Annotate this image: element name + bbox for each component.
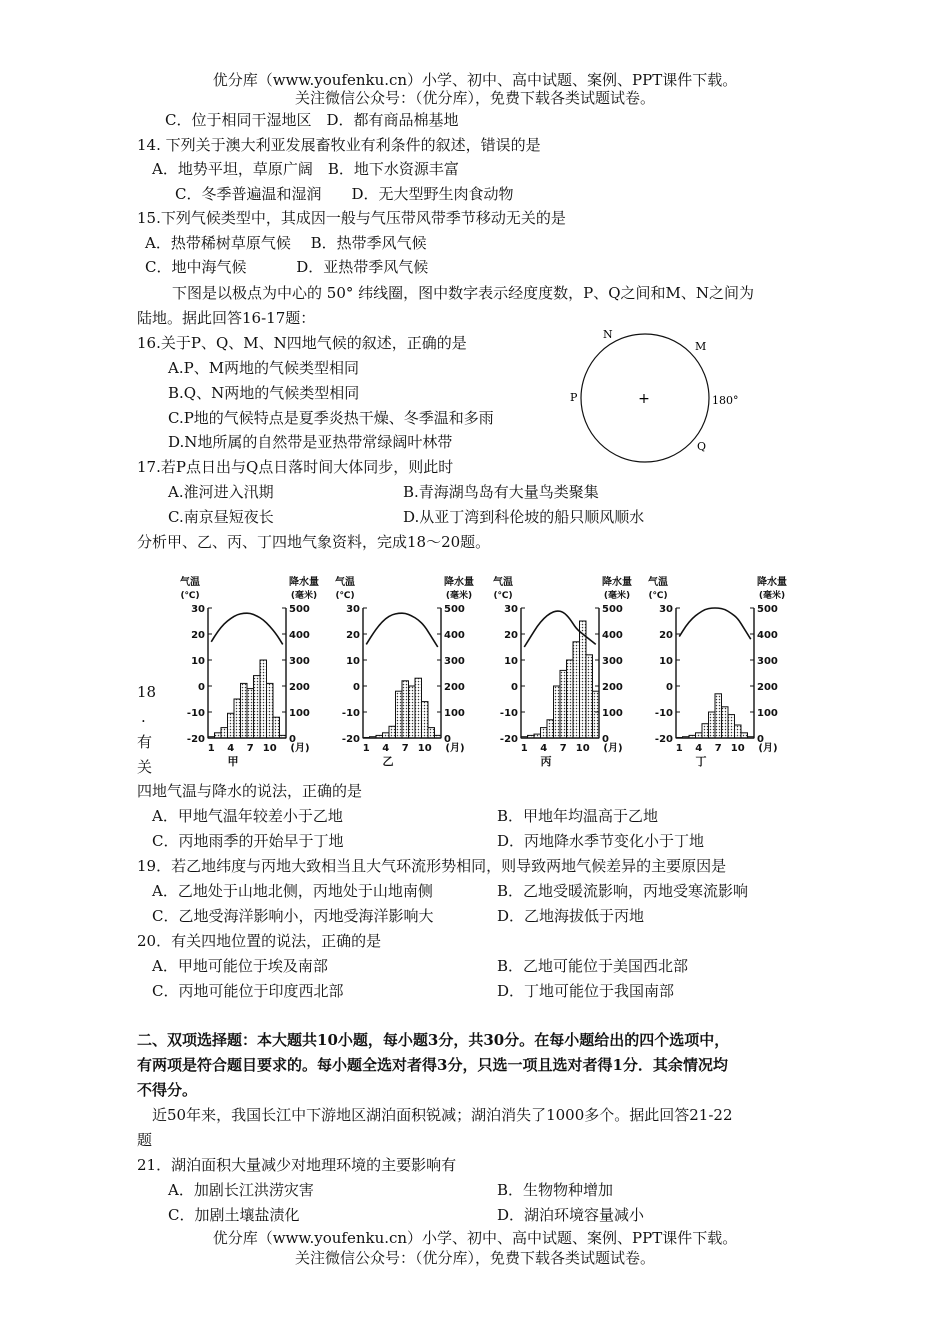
q16-stem: 16.关于P、Q、M、N四地气候的叙述，正确的是 <box>137 334 467 352</box>
intro-18-20: 分析甲、乙、丙、丁四地气象资料，完成18～20题。 <box>137 533 491 551</box>
longitude-180-label: 180° <box>712 394 739 407</box>
precip-tick-label: 500 <box>757 604 778 615</box>
q20-stem: 20．有关四地位置的说法，正确的是 <box>137 932 382 950</box>
q17-option-b: B.青海湖鸟岛有大量鸟类聚集 <box>403 483 599 501</box>
q19-option-a: A．乙地处于山地北侧，丙地处于山地南侧 <box>152 882 433 900</box>
temp-tick-label: 20 <box>346 630 360 641</box>
temp-tick-label: 10 <box>191 656 205 667</box>
q18-option-a: A．甲地气温年较差小于乙地 <box>152 807 343 825</box>
chart-title: 丙 <box>540 755 552 768</box>
intro-16-17-line-2: 陆地。据此回答16-17题： <box>137 309 316 327</box>
precip-tick-label: 200 <box>757 682 778 693</box>
month-tick-label: 10 <box>575 743 590 754</box>
month-tick-label: 1 <box>675 743 683 754</box>
precip-tick-label: 100 <box>444 708 465 719</box>
pole-center-mark: + <box>638 391 650 407</box>
precip-bar <box>554 686 561 738</box>
point-q-label: Q <box>697 440 707 453</box>
q18-dot: . <box>141 708 146 726</box>
q15-options-ab: A．热带稀树草原气候 B．热带季风气候 <box>145 234 427 252</box>
q17-option-d: D.从亚丁湾到科伦坡的船只顺风顺水 <box>403 508 645 526</box>
climate-chart-4 <box>640 572 790 772</box>
precip-tick-label: 400 <box>757 630 778 641</box>
precip-bar <box>215 733 222 738</box>
precip-bar <box>234 699 241 738</box>
precip-tick-label: 0 <box>289 734 296 745</box>
precip-tick-label: 100 <box>602 708 623 719</box>
precip-axis-title: 降水量 <box>757 577 787 588</box>
precip-bar <box>383 733 390 738</box>
q21-option-c: C．加剧土壤盐渍化 <box>168 1206 300 1224</box>
temp-axis-unit: (℃) <box>335 591 355 601</box>
temp-tick-label: -10 <box>186 708 205 719</box>
precip-axis-unit: (毫米) <box>290 591 318 601</box>
precip-tick-label: 400 <box>289 630 310 641</box>
precip-bar <box>715 694 722 738</box>
precip-bar <box>735 725 742 738</box>
temp-axis-title: 气温 <box>180 577 200 588</box>
q16-option-b: B.Q、N两地的气候类型相同 <box>168 384 360 402</box>
month-tick-label: (月) <box>445 743 465 754</box>
precip-bar <box>267 683 274 738</box>
precip-tick-label: 200 <box>444 682 465 693</box>
temp-tick-label: 0 <box>353 682 360 693</box>
month-tick-label: 10 <box>262 743 277 754</box>
precip-bar <box>415 678 422 738</box>
precip-bar <box>260 660 267 738</box>
intro-21-22-line-2: 题 <box>137 1131 153 1149</box>
climate-chart-2 <box>327 572 477 772</box>
temp-tick-label: 0 <box>666 682 673 693</box>
precip-bar <box>567 660 574 738</box>
month-tick-label: 10 <box>730 743 745 754</box>
precip-bar <box>722 707 729 738</box>
section-2-line-2: 有两项是符合题目要求的。每小题全选对者得3分，只选一项且选对者得1分．其余情况均 <box>137 1056 728 1074</box>
month-tick-label: 4 <box>540 743 548 754</box>
precip-bar <box>241 683 248 738</box>
precip-axis-title: 降水量 <box>289 577 319 588</box>
precip-bar <box>221 728 228 738</box>
chart-title: 丁 <box>695 755 707 768</box>
precip-bar <box>428 728 435 738</box>
precip-bar <box>586 655 593 738</box>
climate-chart-3 <box>485 572 635 772</box>
month-tick-label: 7 <box>714 743 722 754</box>
precip-tick-label: 300 <box>444 656 465 667</box>
section-2-line-3: 不得分。 <box>137 1081 198 1099</box>
precip-bar <box>541 728 548 738</box>
precip-bar <box>696 733 703 738</box>
q19-option-c: C．乙地受海洋影响小，丙地受海洋影响大 <box>152 907 434 925</box>
precip-tick-label: 200 <box>289 682 310 693</box>
temp-tick-label: -20 <box>341 734 360 745</box>
temp-tick-label: -20 <box>654 734 673 745</box>
precip-tick-label: 500 <box>444 604 465 615</box>
month-tick-label: 4 <box>227 743 235 754</box>
q18-option-b: B．甲地年均温高于乙地 <box>497 807 659 825</box>
temp-tick-label: 10 <box>346 656 360 667</box>
month-tick-label: 1 <box>207 743 215 754</box>
precip-axis-unit: (毫米) <box>603 591 631 601</box>
temp-axis-title: 气温 <box>335 577 355 588</box>
temp-tick-label: 20 <box>504 630 518 641</box>
temp-tick-label: 0 <box>198 682 205 693</box>
q21-stem: 21．湖泊面积大量减少对地理环境的主要影响有 <box>137 1156 457 1174</box>
precip-bar <box>741 733 748 738</box>
chart-title: 乙 <box>382 755 394 768</box>
temp-tick-label: 10 <box>504 656 518 667</box>
temp-axis-unit: (℃) <box>180 591 200 601</box>
q21-option-d: D．湖泊环境容量减小 <box>497 1206 645 1224</box>
point-m-label: M <box>695 340 707 353</box>
precip-bar <box>409 686 416 738</box>
precip-tick-label: 100 <box>757 708 778 719</box>
temp-tick-label: 30 <box>191 604 205 615</box>
temp-tick-label: 20 <box>191 630 205 641</box>
precip-tick-label: 300 <box>602 656 623 667</box>
q16-option-d: D.N地所属的自然带是亚热带常绿阔叶林带 <box>168 433 453 451</box>
q16-option-a: A.P、M两地的气候类型相同 <box>168 359 360 377</box>
precip-bar <box>396 691 403 738</box>
q20-option-d: D．丁地可能位于我国南部 <box>497 982 675 1000</box>
precip-axis-title: 降水量 <box>444 577 474 588</box>
climate-chart-1 <box>172 572 322 772</box>
temp-tick-label: -10 <box>654 708 673 719</box>
month-tick-label: 10 <box>417 743 432 754</box>
precip-axis-title: 降水量 <box>602 577 632 588</box>
footer-line-1: 优分库（www.youfenku.cn）小学、初中、高中试题、案例、PPT课件下载。 <box>212 1229 738 1247</box>
precip-bar <box>702 724 709 738</box>
header-line-2: 关注微信公众号：（优分库），免费下载各类试题试卷。 <box>294 89 655 107</box>
footer-line-2: 关注微信公众号：（优分库），免费下载各类试题试卷。 <box>294 1249 655 1267</box>
q14-stem: 14. 下列关于澳大利亚发展畜牧业有利条件的叙述，错误的是 <box>137 136 541 154</box>
point-n-label: N <box>603 328 613 341</box>
temp-tick-label: 30 <box>346 604 360 615</box>
precip-tick-label: 0 <box>444 734 451 745</box>
precip-bar <box>560 670 567 738</box>
q15-options-cd: C．地中海气候 D．亚热带季风气候 <box>145 258 429 276</box>
precip-tick-label: 300 <box>289 656 310 667</box>
q20-option-a: A．甲地可能位于埃及南部 <box>152 957 328 975</box>
q14-options-cd: C．冬季普遍温和湿润 D．无大型野生肉食动物 <box>175 185 514 203</box>
q19-option-d: D．乙地海拔低于丙地 <box>497 907 645 925</box>
month-tick-label: 1 <box>362 743 370 754</box>
temp-tick-label: 0 <box>511 682 518 693</box>
q18-char-you: 有 <box>137 733 153 751</box>
month-tick-label: 1 <box>520 743 528 754</box>
header-line-1: 优分库（www.youfenku.cn）小学、初中、高中试题、案例、PPT课件下载。 <box>212 71 738 89</box>
precip-bar <box>247 689 254 738</box>
precip-tick-label: 500 <box>602 604 623 615</box>
temp-axis-unit: (℃) <box>493 591 513 601</box>
month-tick-label: 7 <box>401 743 409 754</box>
q21-option-a: A．加剧长江洪涝灾害 <box>168 1181 314 1199</box>
q20-option-c: C．丙地可能位于印度西北部 <box>152 982 344 1000</box>
latitude-circle-figure <box>560 322 760 462</box>
month-tick-label: 7 <box>246 743 254 754</box>
month-tick-label: (月) <box>290 743 310 754</box>
point-p-label: P <box>570 391 578 404</box>
section-2-line-1: 二、双项选择题：本大题共10小题，每小题3分，共30分。在每小题给出的四个选项中， <box>137 1031 730 1049</box>
temp-tick-label: 10 <box>659 656 673 667</box>
q19-option-b: B．乙地受暖流影响，丙地受寒流影响 <box>497 882 749 900</box>
temp-axis-title: 气温 <box>493 577 513 588</box>
intro-16-17-line-1: 下图是以极点为中心的 50° 纬线圈，图中数字表示经度度数，P、Q之间和M、N之间为 <box>172 284 755 302</box>
q21-option-b: B．生物物种增加 <box>497 1181 614 1199</box>
q15-stem: 15.下列气候类型中，其成因一般与气压带风带季节移动无关的是 <box>137 209 566 227</box>
precip-tick-label: 300 <box>757 656 778 667</box>
precip-bar <box>389 726 396 738</box>
temperature-curve <box>679 608 751 639</box>
precip-tick-label: 0 <box>602 734 609 745</box>
precip-axis-unit: (毫米) <box>758 591 786 601</box>
temp-tick-label: 20 <box>659 630 673 641</box>
q14-options-ab: A．地势平坦，草原广阔 B．地下水资源丰富 <box>152 160 459 178</box>
precip-bar <box>580 621 587 738</box>
month-tick-label: 7 <box>559 743 567 754</box>
precip-axis-unit: (毫米) <box>445 591 473 601</box>
q13-options: C．位于相同干湿地区 D．都有商品棉基地 <box>165 111 459 129</box>
precip-tick-label: 400 <box>444 630 465 641</box>
temp-tick-label: -20 <box>499 734 518 745</box>
precip-tick-label: 200 <box>602 682 623 693</box>
precip-tick-label: 100 <box>289 708 310 719</box>
q18-stem: 四地气温与降水的说法，正确的是 <box>137 782 363 800</box>
temp-axis-title: 气温 <box>648 577 668 588</box>
temp-tick-label: -20 <box>186 734 205 745</box>
precip-bar <box>273 717 280 738</box>
q19-stem: 19．若乙地纬度与丙地大致相当且大气环流形势相同，则导致两地气候差异的主要原因是 <box>137 857 727 875</box>
temp-tick-label: 30 <box>504 604 518 615</box>
temperature-curve <box>211 613 283 644</box>
q17-option-c: C.南京昼短夜长 <box>168 508 274 526</box>
precip-bar <box>254 676 261 738</box>
precip-bar <box>573 642 580 738</box>
precip-bar <box>402 681 409 738</box>
precip-tick-label: 500 <box>289 604 310 615</box>
month-tick-label: 4 <box>695 743 703 754</box>
q17-stem: 17.若P点日出与Q点日落时间大体同步，则此时 <box>137 458 454 476</box>
q16-option-c: C.P地的气候特点是夏季炎热干燥、冬季温和多雨 <box>168 409 494 427</box>
precip-tick-label: 400 <box>602 630 623 641</box>
month-tick-label: (月) <box>603 743 623 754</box>
precip-bar <box>422 702 429 738</box>
precip-bar <box>228 713 235 738</box>
q18-option-c: C．丙地雨季的开始早于丁地 <box>152 832 344 850</box>
month-tick-label: 4 <box>382 743 390 754</box>
temp-tick-label: -10 <box>499 708 518 719</box>
precip-bar <box>728 715 735 738</box>
q20-option-b: B．乙地可能位于美国西北部 <box>497 957 689 975</box>
precip-tick-label: 0 <box>757 734 764 745</box>
month-tick-label: (月) <box>758 743 778 754</box>
q18-number: 18 <box>137 683 157 701</box>
temperature-curve <box>366 613 438 647</box>
precip-bar <box>547 720 554 738</box>
intro-21-22-line-1: 近50年来，我国长江中下游地区湖泊面积锐减；湖泊消失了1000多个。据此回答21-22 <box>152 1106 733 1124</box>
q17-option-a: A.淮河进入汛期 <box>168 483 274 501</box>
temp-tick-label: -10 <box>341 708 360 719</box>
q18-char-guan: 关 <box>137 758 153 776</box>
chart-title: 甲 <box>227 755 239 768</box>
precip-bar <box>709 712 716 738</box>
temp-tick-label: 30 <box>659 604 673 615</box>
precip-bar <box>593 691 600 738</box>
temp-axis-unit: (℃) <box>648 591 668 601</box>
q18-option-d: D．丙地降水季节变化小于丁地 <box>497 832 705 850</box>
